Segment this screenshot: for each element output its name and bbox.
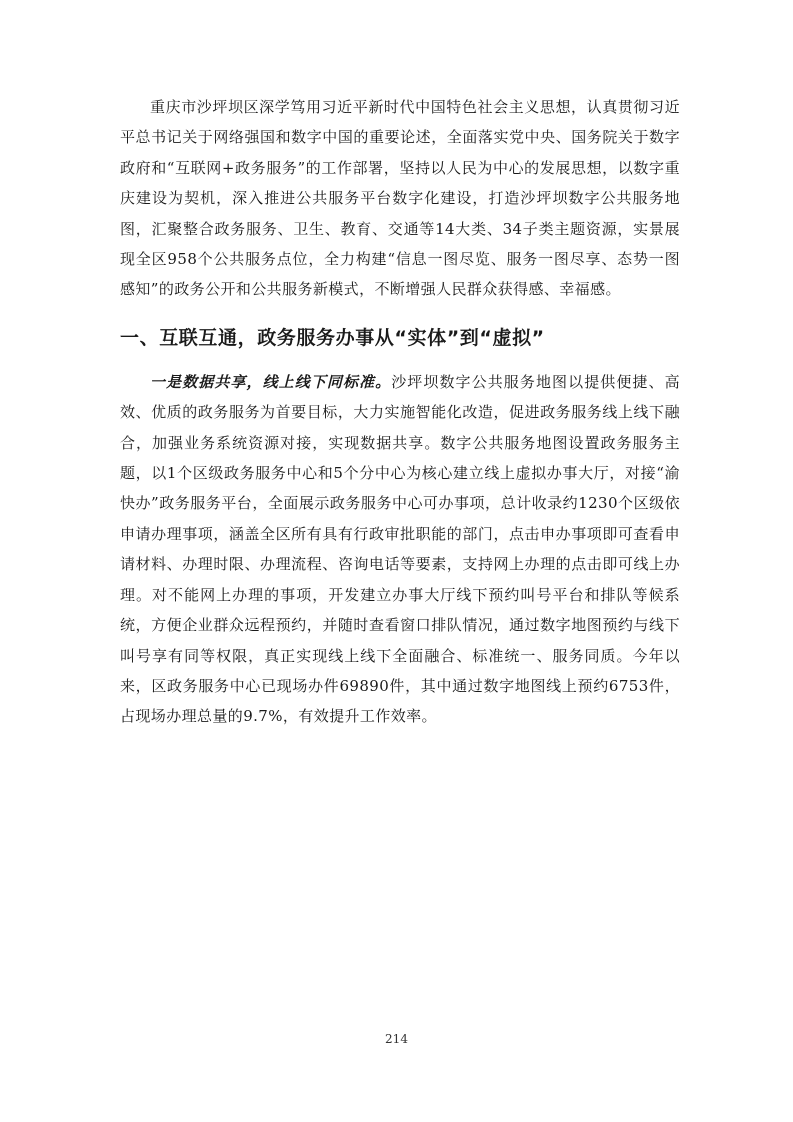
section-lead-text: 一是数据共享，线上线下同标准。 xyxy=(150,372,392,391)
intro-paragraph: 重庆市沙坪坝区深学笃用习近平新时代中国特色社会主义思想，认真贯彻习近平总书记关于网络强国和数字中国的重要论述，全面落实党中央、国务院关于数字政府和“互联网+政务服务”的工作部署，坚持以人民为中心的发展思想，以数字重庆建设为契机，深入推进公共服务平台数字化建设，打造沙坪坝数字公共服务地图，汇聚整合政务服务、卫生、教育、交通等14大类、34子类主题资源，实景展现全区958个公共服务点位，全力构建“信息一图尽览、服务一图尽享、态势一图感知”的政务公开和公共服务新模式，不断增强人民群众获得感、幸福感。 xyxy=(120,98,680,299)
document-body xyxy=(120,92,680,732)
page-number: 214 xyxy=(385,1032,408,1046)
section-heading: 一、互联互通，政务服务办事从“实体”到“虚拟” xyxy=(120,326,545,349)
section-body-text: 沙坪坝数字公共服务地图以提供便捷、高效、优质的政务服务为首要目标，大力实施智能化改造，促进政务服务线上线下融合，加强业务系统资源对接，实现数据共享。数字公共服务地图设置政务服务主题，以1个区级政务服务中心和5个分中心为核心建立线上虚拟办事大厅，对接“渝快办”政务服务平台，全面展示政务服务中心可办事项，总计收录约1230个区级依申请办理事项，涵盖全区所有具有行政审批职能的部门，点击申办事项即可查看申请材料、办理时限、办理流程、咨询电话等要素，支持网上办理的点击即可线上办理。对不能网上办理的事项，开发建立办事大厅线下预约叫号平台和排队等候系统，方便企业群众远程预约，并随时查看窗口排队情况，通过数字地图预约与线下叫号享有同等权限，真正实现线上线下全面融合、标准统一、服务同质。今年以来，区政务服务中心已现场办件69890件，其中通过数字地图线上预约6753件，占现场办理总量的9.7%，有效提升工作效率。 xyxy=(120,372,680,726)
section-paragraph xyxy=(120,367,680,732)
